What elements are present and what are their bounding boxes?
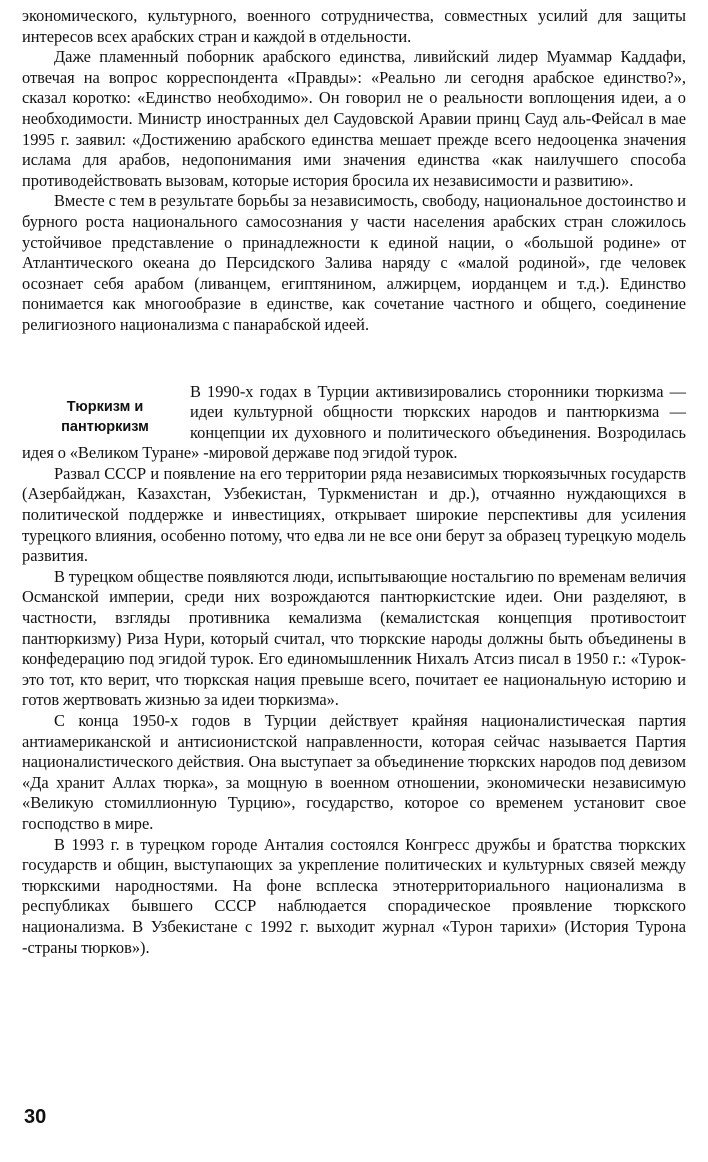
section-heading — [30, 397, 180, 437]
page-body — [22, 6, 686, 958]
paragraph-continued: экономического, культурного, военного сотрудничества, совместных усилий для защиты интересов всех арабских стран и каждой в отдельности. — [22, 6, 686, 46]
paragraph-ottoman-nostalgia: В турецком обществе появляются люди, испытывающие ностальгию по временам величия Османской империи, среди них возрождаются пантюркистские идеи. Они разделяют, в частности, взгляды противника кемализма (кемалистская концепция противостоит пантюркизму) Риза Нури, который считал, что тюркские народы должны быть объединены в конфедерацию под эгидой турок. Его единомышленник Нихалъ Атсиз писал в 1950 г.: «Турок-это тот, кто верит, что тюркская нация превыше всего, почитает ее национальную историю и готов жертвовать жизнью за идеи тюркизма». — [22, 566, 686, 710]
section-heading-line-1: Тюркизм и — [66, 398, 144, 415]
section-heading-line-2: пантюркизм — [61, 418, 149, 435]
paragraph-nationalist-party: С конца 1950-х годов в Турции действует крайняя националистическая партия антиамериканской и антисионистской направленности, которая сейчас называется Партия националистического действия. Она выступает за объединение тюркских народов под девизом «Да хранит Аллах тюрка», за мощную в военном отношении, экономически независимую «Великую стомиллионную Турцию», государство, которое со временем установит свое господство в мире. — [22, 711, 686, 833]
section-divider-space — [22, 336, 686, 382]
page-number: 30 — [24, 1106, 47, 1128]
paragraph-ussr-collapse: Развал СССР и появление на его территории ряда независимых тюркоязычных государств (Азербайджан, Казахстан, Узбекистан, Туркменистан и др.), отчаянно нуждающихся в политической поддержке и инвестициях, открывает широкие перспективы для усиления турецкого влияния, особенно потому, что едва ли не все они берут за образец турецкую модель развития. — [22, 463, 686, 566]
paragraph-antalya-congress: В 1993 г. в турецком городе Анталия состоялся Конгресс дружбы и братства тюркских государств и общин, выступающих за укрепление политических и культурных связей между тюркскими народностями. На фоне всплеска этнотерриториального национализма в республиках бывшего СССР наблюдается спорадическое проявление тюркского национализма. В Узбекистане с 1992 г. выходит журнал «Турон тарихи» (История Турона -страны тюрков»). — [22, 834, 686, 957]
paragraph-turkism-intro: В 1990-х годах в Турции активизировались сторонники тюркизма — идеи культурной общности тюркских народов и пантюркизма — концепции их духовного и политического объединения. Возродилась идея о «Великом Туране» -мировой державе под эгидой турок. — [22, 381, 686, 463]
paragraph-gaddafi-quote: Даже пламенный поборник арабского единства, ливийский лидер Муаммар Каддафи, отвечая на вопрос корреспондента «Правды»: «Реально ли сегодня арабское единство?», сказал коротко: «Единство необходимо». Он говорил не о реальности воплощения идеи, а о необходимости. Министр иностранных дел Саудовской Аравии принц Сауд аль-Фейсал в мае 1995 г. заявил: «Достижению арабского единства мешает прежде всего недооценка значения ислама для арабов, недопонимания ими значения единства «как наилучшего способа противодействовать вызовам, которые история бросила их независимости и развитию». — [22, 47, 686, 190]
paragraph-arab-nation: Вместе с тем в результате борьбы за независимость, свободу, национальное достоинство и бурного роста национального самосознания у части населения арабских стран сложилось устойчивое представление о принадлежности к единой нации, о «большой родине» от Атлантического океана до Персидского Залива наряду с «малой родиной», где человек осознает себя арабом (ливанцем, египтянином, алжирцем, иорданцем и т.д.). Единство понимается как многообразие в единстве, как сочетание частного и общего, соединение религиозного национализма с панарабской идеей. — [22, 191, 686, 334]
